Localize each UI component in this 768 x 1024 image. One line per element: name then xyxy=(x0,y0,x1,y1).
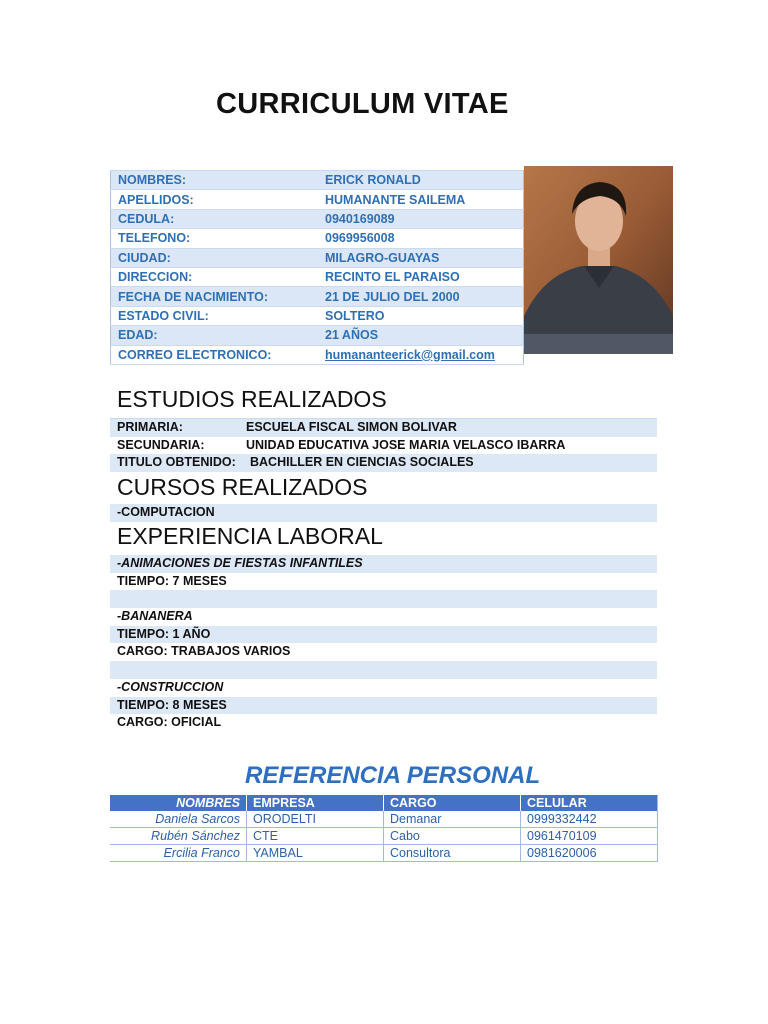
list-item xyxy=(110,679,657,697)
column-header: NOMBRES xyxy=(110,795,247,811)
info-label: APELLIDOS: xyxy=(111,190,319,209)
info-row xyxy=(111,190,524,209)
list-item: TIEMPO: 1 AÑO xyxy=(110,626,657,644)
job-title: -ANIMACIONES DE FIESTAS INFANTILES xyxy=(117,556,363,570)
cursos-list xyxy=(110,504,657,522)
table-cell: Ercilia Franco xyxy=(110,845,247,862)
info-label: DIRECCION: xyxy=(111,267,319,286)
info-row xyxy=(111,229,524,248)
column-header: CARGO xyxy=(384,795,521,811)
list-item: TIEMPO: 8 MESES xyxy=(110,697,657,715)
info-row xyxy=(111,287,524,306)
table-cell: 0961470109 xyxy=(521,828,658,845)
page-title: CURRICULUM VITAE xyxy=(216,88,509,120)
section-heading-estudios: ESTUDIOS REALIZADOS xyxy=(117,386,387,412)
section-heading-cursos: CURSOS REALIZADOS xyxy=(117,474,368,500)
info-row xyxy=(111,326,524,345)
table-cell: 0999332442 xyxy=(521,811,658,828)
info-value: SOLTERO xyxy=(318,306,524,325)
column-header: CELULAR xyxy=(521,795,658,811)
reference-table xyxy=(110,795,658,862)
info-label: CEDULA: xyxy=(111,209,319,228)
estudios-list xyxy=(110,418,657,472)
info-value: 21 DE JULIO DEL 2000 xyxy=(318,287,524,306)
list-item xyxy=(110,454,657,472)
personal-info-table xyxy=(110,170,524,365)
table-cell: YAMBAL xyxy=(247,845,384,862)
info-row xyxy=(111,171,524,190)
info-row xyxy=(111,345,524,364)
table-row xyxy=(110,828,658,845)
list-item: -COMPUTACION xyxy=(110,504,657,522)
table-cell: Rubén Sánchez xyxy=(110,828,247,845)
list-item: CARGO: TRABAJOS VARIOS xyxy=(117,644,291,659)
info-row xyxy=(111,306,524,325)
table-header-row xyxy=(110,795,658,811)
info-row xyxy=(111,209,524,228)
table-cell: Cabo xyxy=(384,828,521,845)
table-cell: Daniela Sarcos xyxy=(110,811,247,828)
job-title: -BANANERA xyxy=(117,609,193,624)
info-label: EDAD: xyxy=(111,326,319,345)
list-item xyxy=(110,590,657,608)
section-heading-experiencia: EXPERIENCIA LABORAL xyxy=(117,523,383,549)
experiencia-list xyxy=(110,555,657,732)
info-value: 21 AÑOS xyxy=(318,326,524,345)
info-label: ESTADO CIVIL: xyxy=(111,306,319,325)
info-value: 0940169089 xyxy=(318,209,524,228)
info-value: HUMANANTE SAILEMA xyxy=(318,190,524,209)
table-cell: Consultora xyxy=(384,845,521,862)
person-silhouette-icon xyxy=(524,166,673,354)
estudio-value: UNIDAD EDUCATIVA JOSE MARIA VELASCO IBARRA xyxy=(246,437,566,452)
info-value: ERICK RONALD xyxy=(318,171,524,190)
info-label: FECHA DE NACIMIENTO: xyxy=(111,287,319,306)
list-item xyxy=(110,437,657,455)
email-link[interactable]: humananteerick@gmail.com xyxy=(325,347,495,362)
column-header: EMPRESA xyxy=(247,795,384,811)
estudio-label: PRIMARIA: xyxy=(117,420,183,434)
info-label: CORREO ELECTRONICO: xyxy=(111,345,319,364)
estudio-value: BACHILLER EN CIENCIAS SOCIALES xyxy=(250,455,474,470)
estudio-label: TITULO OBTENIDO: xyxy=(117,455,236,470)
table-cell: 0981620006 xyxy=(521,845,658,862)
list-item: CARGO: OFICIAL xyxy=(117,715,222,730)
info-label: TELEFONO: xyxy=(111,229,319,248)
info-row xyxy=(111,248,524,267)
section-heading-referencia: REFERENCIA PERSONAL xyxy=(245,762,541,789)
table-row xyxy=(110,811,658,828)
list-item xyxy=(110,661,657,679)
estudio-value: ESCUELA FISCAL SIMON BOLIVAR xyxy=(246,420,457,434)
info-row xyxy=(111,267,524,286)
info-label: NOMBRES: xyxy=(111,171,319,190)
table-cell: ORODELTI xyxy=(247,811,384,828)
info-value: 0969956008 xyxy=(318,229,524,248)
estudio-label: SECUNDARIA: xyxy=(117,437,205,452)
info-value: MILAGRO-GUAYAS xyxy=(318,248,524,267)
info-value: RECINTO EL PARAISO xyxy=(318,267,524,286)
list-item xyxy=(110,555,657,573)
list-item xyxy=(110,608,657,626)
table-row xyxy=(110,845,658,862)
job-title: -CONSTRUCCION xyxy=(117,679,224,694)
table-cell: Demanar xyxy=(384,811,521,828)
list-item: TIEMPO: 7 MESES xyxy=(117,573,227,588)
info-label: CIUDAD: xyxy=(111,248,319,267)
list-item xyxy=(110,419,657,437)
table-cell: CTE xyxy=(247,828,384,845)
profile-photo xyxy=(524,166,673,354)
